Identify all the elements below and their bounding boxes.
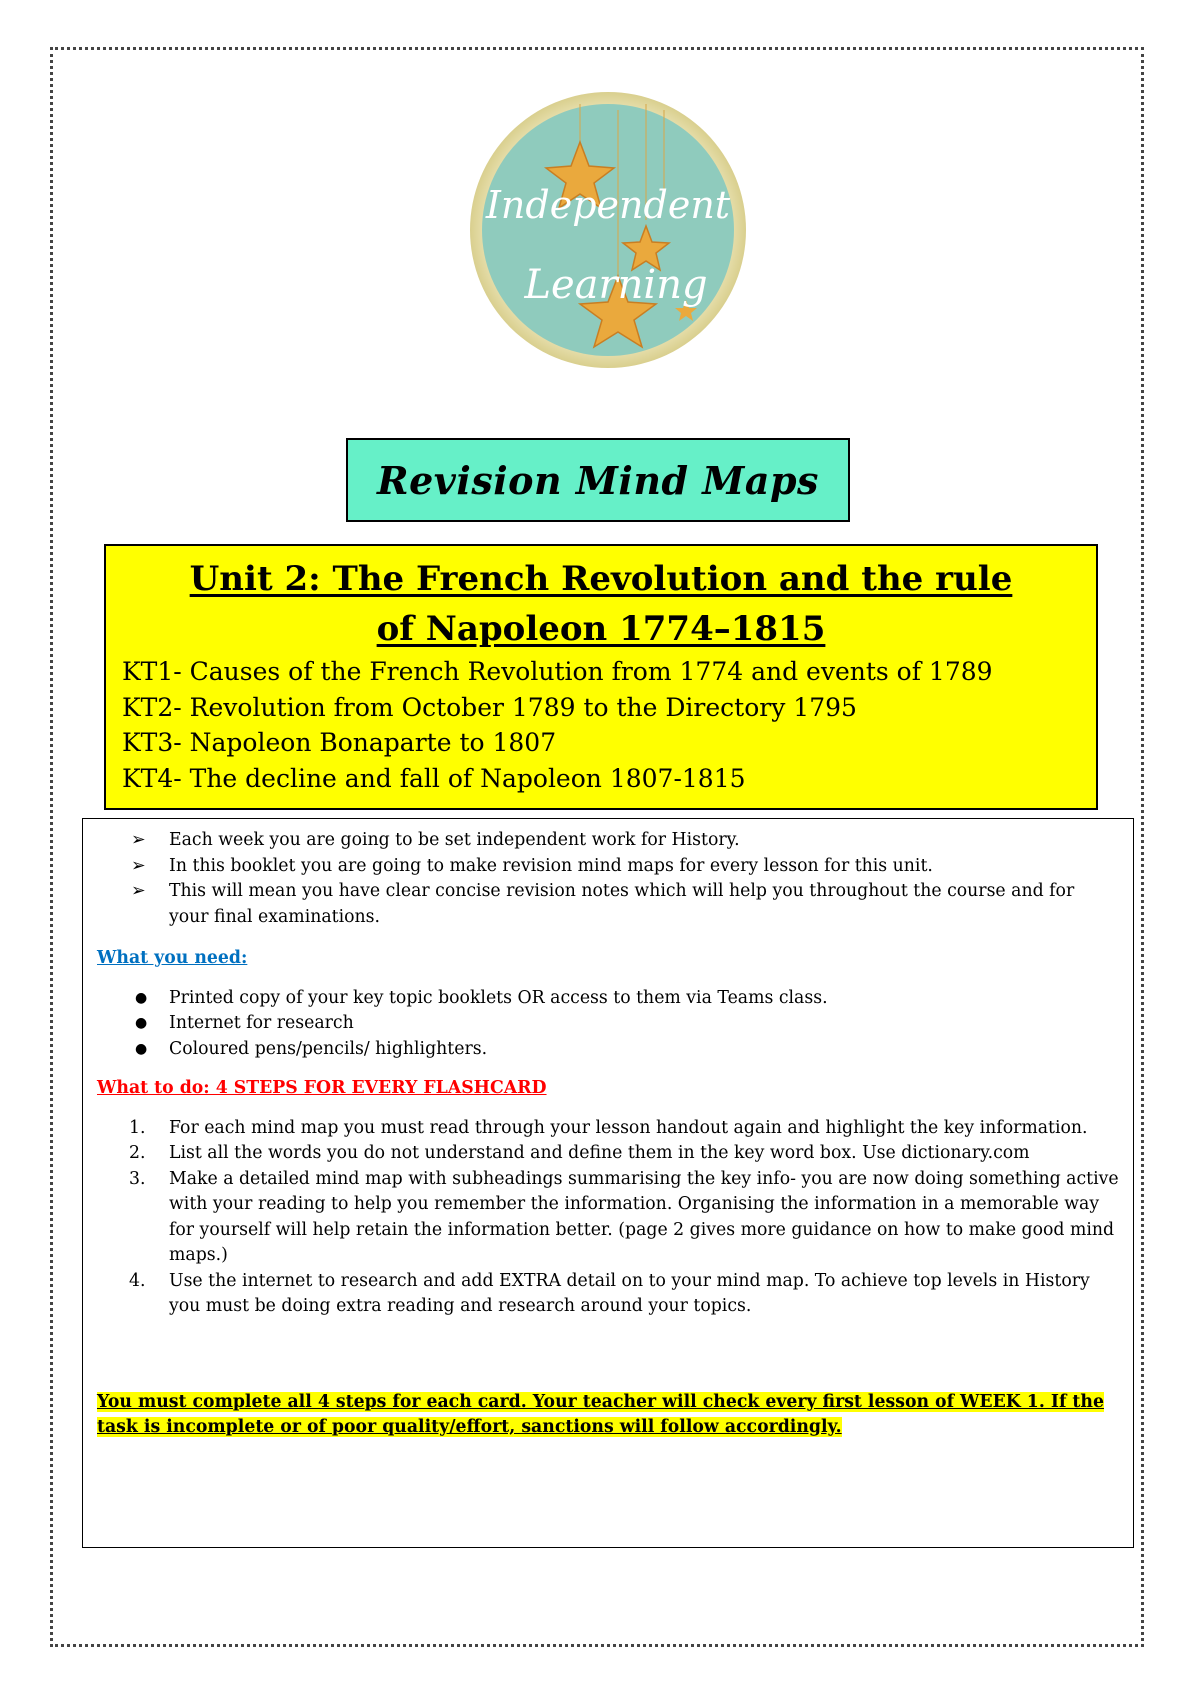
list-item: ● Coloured pens/pencils/ highlighters. <box>97 1037 1119 1063</box>
key-topic-3: KT3- Napoleon Bonaparte to 1807 <box>122 728 557 757</box>
todo-heading: What to do: 4 STEPS FOR EVERY FLASHCARD <box>97 1078 547 1098</box>
list-item: ● Internet for research <box>97 1011 1119 1037</box>
need-list <box>97 986 1119 1063</box>
unit-title-line2: of Napoleon 1774–1815 <box>376 609 826 649</box>
bullet-icon: ● <box>135 1015 148 1031</box>
warning-notice: You must complete all 4 steps for each card. Your teacher will check every first lesson of WEEK 1. If the task is incomplete or of poor quality/effort, sanctions will follow accordingly. <box>97 1391 1104 1437</box>
intro-list <box>97 828 1119 930</box>
key-topic-2: KT2- Revolution from October 1789 to the Directory 1795 <box>122 692 857 722</box>
list-item: ➢ In this booklet you are going to make revision mind maps for every lesson for this unit. <box>97 854 1119 880</box>
logo-text-line1: Independent <box>485 183 731 227</box>
unit-title <box>122 554 1080 654</box>
logo-text-line2: Learning <box>524 262 708 308</box>
page-title: Revision Mind Maps <box>377 457 819 503</box>
key-topic-1: KT1- Causes of the French Revolution from 1774 and events of 1789 <box>122 657 993 686</box>
list-item: 1. For each mind map you must read through your lesson handout again and highlight the key information. <box>129 1117 1088 1138</box>
list-item: 3. Make a detailed mind map with subheadings summarising the key info- you are now doing something active with your reading to help you remember the information. Organising the information in a memorable way for yourself will help retain the information better. (page 2 gives more guidance on how to make good mind maps.) <box>129 1168 1119 1265</box>
steps-list <box>97 1116 1119 1320</box>
key-topic-4: KT4- The decline and fall of Napoleon 1807-1815 <box>122 763 746 793</box>
independent-learning-logo <box>468 90 748 370</box>
list-item: 2. List all the words you do not understand and define them in the key word box. Use dictionary.com <box>129 1143 1030 1163</box>
bullet-icon: ● <box>135 1040 148 1057</box>
arrow-bullet-icon: ➢ <box>131 881 146 901</box>
title-box <box>346 438 850 522</box>
list-item: ● Printed copy of your key topic booklets OR access to them via Teams class. <box>97 986 1119 1012</box>
unit-box <box>104 544 1098 810</box>
arrow-bullet-icon: ➢ <box>131 830 146 850</box>
unit-title-line1: Unit 2: The French Revolution and the rule <box>189 559 1013 599</box>
instructions-box <box>82 818 1134 1548</box>
list-item: ➢ Each week you are going to be set independent work for History. <box>97 828 1119 854</box>
arrow-bullet-icon: ➢ <box>131 855 146 876</box>
bullet-icon: ● <box>135 989 148 1006</box>
list-item: 4. Use the internet to research and add EXTRA detail on to your mind map. To achieve top levels in History you must be doing extra reading and research around your topics. <box>129 1270 1090 1316</box>
need-heading: What you need: <box>97 948 248 968</box>
list-item: ➢ This will mean you have clear concise revision notes which will help you throughout the course and for your final examinations. <box>131 881 1075 927</box>
